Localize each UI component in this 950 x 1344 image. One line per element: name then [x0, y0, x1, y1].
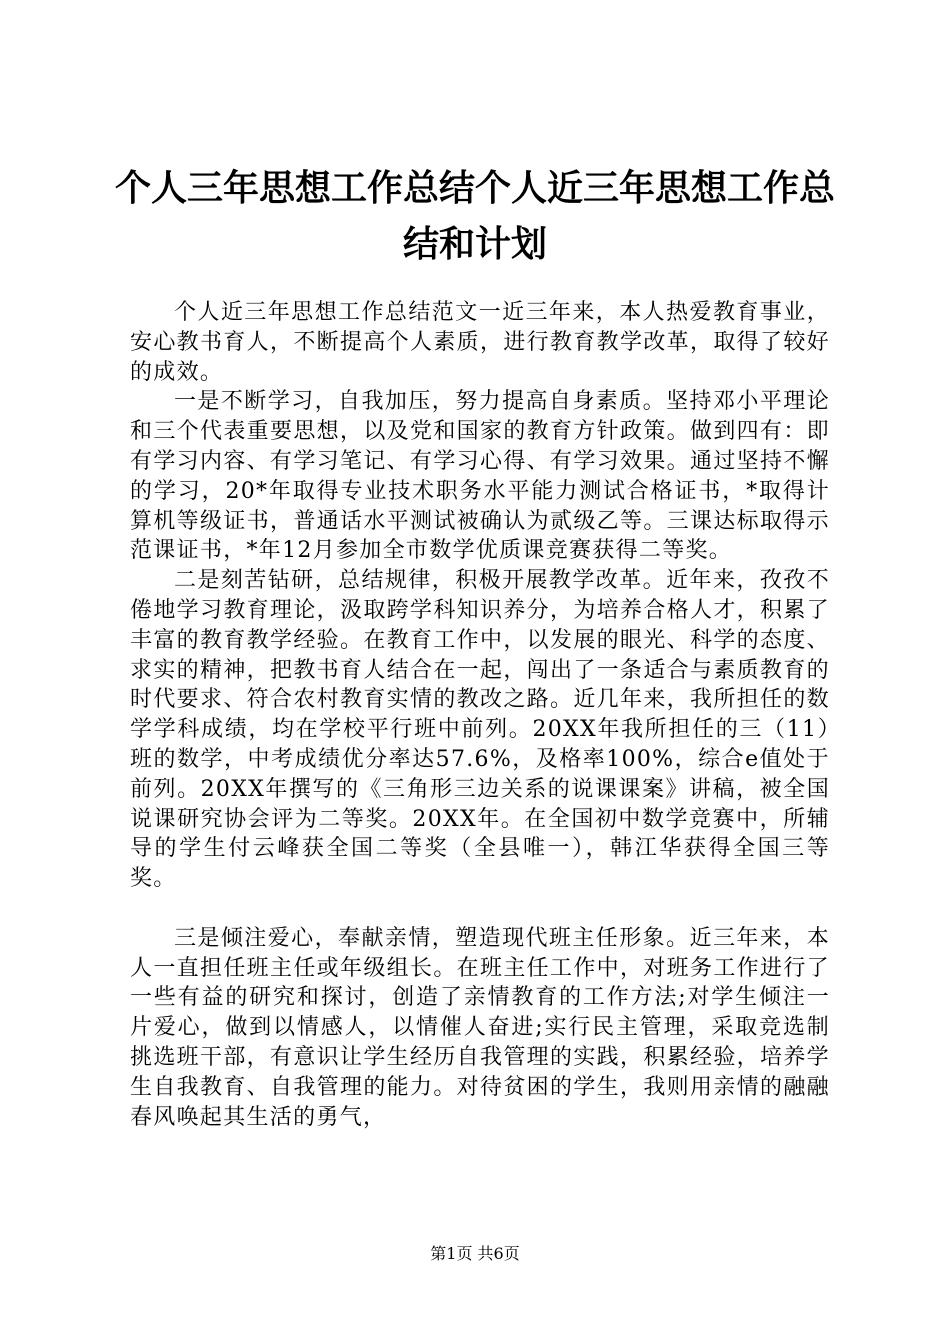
paragraph-study: 一是不断学习，自我加压，努力提高自身素质。坚持邓小平理论和三个代表重要思想，以及党和国家的教育方针政策。做到四有：即有学习内容、有学习笔记、有学习心得、有学习效果。通过坚持不懈的学习，20*年取得专业技术职务水平能力测试合格证书，*取得计算机等级证书，普通话水平测试被确认为贰级乙等。三课达标取得示范课证书，*年12月参加全市数学优质课竞赛获得二等奖。: [130, 389, 830, 564]
document-body: [130, 298, 830, 1132]
paragraph-teaching-reform: 二是刻苦钻研，总结规律，积极开展教学改革。近年来，孜孜不倦地学习教育理论，汲取跨学科知识养分，为培养合格人才，积累了丰富的教育教学经验。在教育工作中，以发展的眼光、科学的态度、求实的精神，把教书育人结合在一起，闯出了一条适合与素质教育的时代要求、符合农村教育实情的教改之路。近几年来，我所担任的数学学科成绩，均在学校平行班中前列。20XX年我所担任的三（11）班的数学，中考成绩优分率达57.6%，及格率100%，综合e值处于前列。20XX年撰写的《三角形三边关系的说课课案》讲稿，被全国说课研究协会评为二等奖。20XX年。在全国初中数学竞赛中，所辅导的学生付云峰获全国二等奖（全县唯一），韩江华获得全国三等奖。: [130, 568, 830, 892]
document-title: 个人三年思想工作总结个人近三年思想工作总结和计划: [114, 167, 835, 265]
paragraph-class-teacher: 三是倾注爱心，奉献亲情，塑造现代班主任形象。近三年来，本人一直担任班主任或年级组长。在班主任工作中，对班务工作进行了一些有益的研究和探讨，创造了亲情教育的工作方法;对学生倾注一片爱心，做到以情感人，以情催人奋进;实行民主管理，采取竞选制挑选班干部，有意识让学生经历自我管理的实践，积累经验，培养学生自我教育、自我管理的能力。对待贫困的学生，我则用亲情的融融春风唤起其生活的勇气，: [130, 925, 830, 1130]
paragraph-intro: 个人近三年思想工作总结范文一近三年来，本人热爱教育事业，安心教书育人，不断提高个人素质，进行教育教学改革，取得了较好的成效。: [130, 300, 830, 385]
page-number-footer: 第1页 共6页: [430, 1244, 520, 1263]
